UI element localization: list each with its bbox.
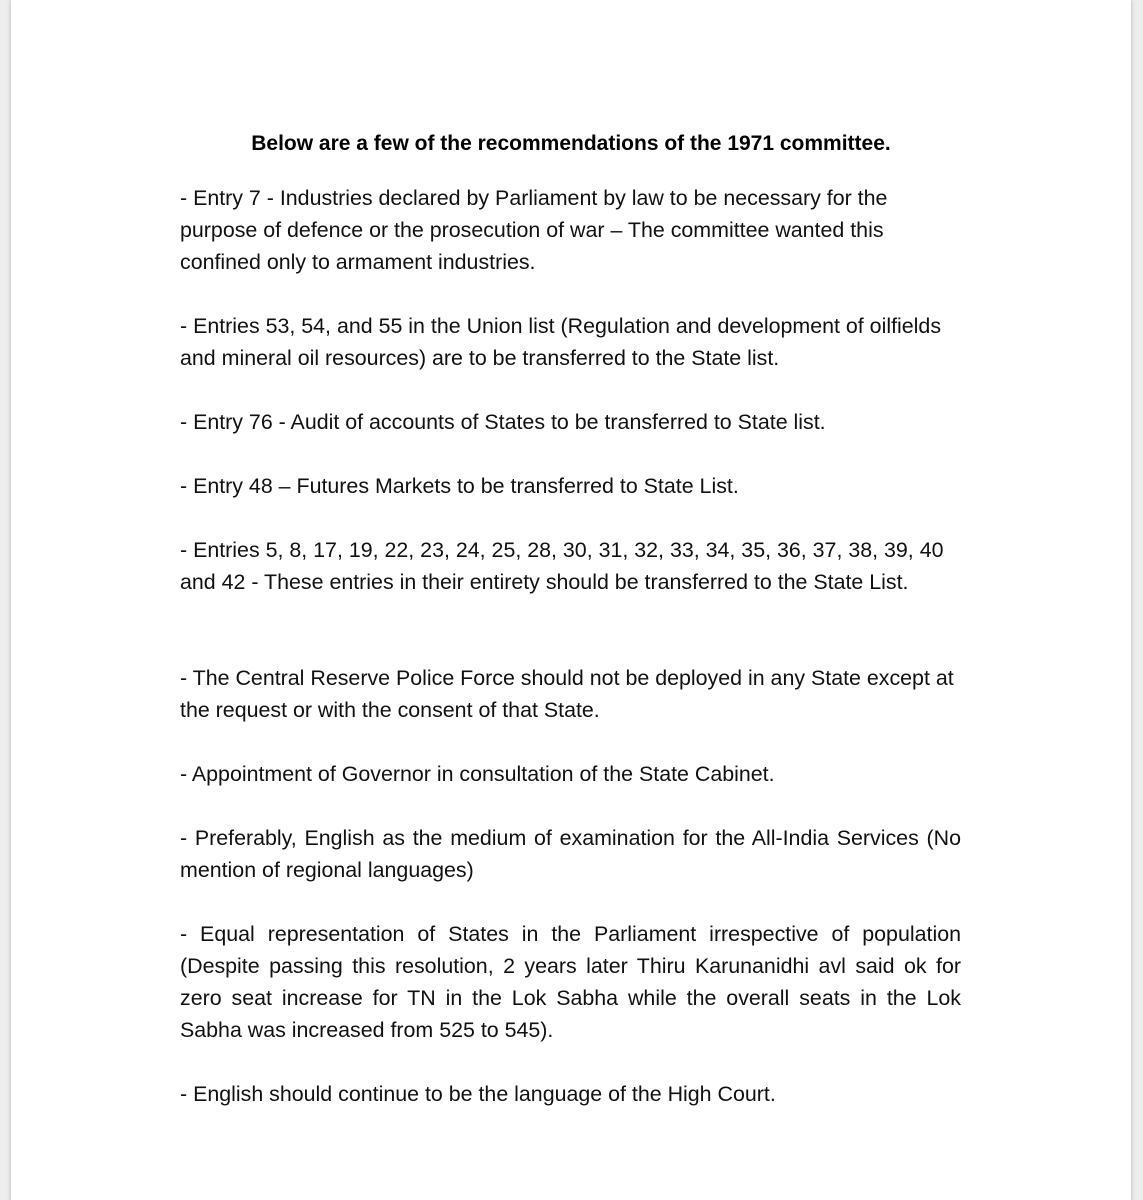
recommendation-crpf: - The Central Reserve Police Force should not be deployed in any State except at the request or with the consent of that State. [180, 666, 954, 722]
recommendation-entry-7: - Entry 7 - Industries declared by Parliament by law to be necessary for the purpose of defence or the prosecution of war – The committee wanted this confined only to armament industries. [180, 186, 888, 274]
recommendation-high-court-language: - English should continue to be the language of the High Court. [180, 1082, 776, 1106]
recommendation-entry-76: - Entry 76 - Audit of accounts of States to be transferred to State list. [180, 410, 826, 434]
document-page [11, 0, 1131, 1200]
recommendation-entries-list: - Entries 5, 8, 17, 19, 22, 23, 24, 25, 28, 30, 31, 32, 33, 34, 35, 36, 37, 38, 39, 40 and 42 - These entries in their entirety should be transferred to the State List. [180, 538, 944, 594]
recommendation-governor: - Appointment of Governor in consultation of the State Cabinet. [180, 762, 775, 786]
document-heading: Below are a few of the recommendations of the 1971 committee. [251, 132, 891, 155]
recommendation-equal-representation: - Equal representation of States in the Parliament irrespective of population (Despite passing this resolution, 2 years later Thiru Karunanidhi avl said ok for zero seat increase for TN in the Lok Sabha while the overall seats in the Lok Sabha was increased from 525 to 545). [180, 922, 961, 1042]
recommendation-english-exam: - Preferably, English as the medium of examination for the All-India Services (No mention of regional languages) [180, 826, 961, 882]
recommendation-entry-48: - Entry 48 – Futures Markets to be transferred to State List. [180, 474, 739, 498]
recommendation-entries-53-55: - Entries 53, 54, and 55 in the Union list (Regulation and development of oilfields and mineral oil resources) are to be transferred to the State list. [180, 314, 942, 370]
